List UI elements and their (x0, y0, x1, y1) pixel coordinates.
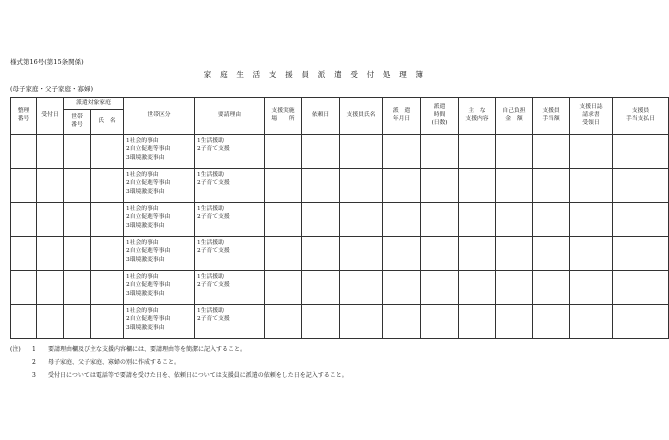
header-row-1 (11, 98, 669, 110)
header-shien-nisshi-seikyusho-juri-bi: 支援日誌 請求書 受領日 (570, 98, 613, 135)
header-haken-nengappi: 派 遣 年月日 (383, 98, 421, 135)
cell-irai-bi[interactable] (302, 203, 340, 237)
cell-shienin-shimei[interactable] (340, 305, 383, 339)
cell-shienin-shimei[interactable] (340, 203, 383, 237)
cell-yosei-riyu: 1生活援助 2子育て支援 (195, 135, 265, 169)
header-uketsuke-bi: 受付日 (37, 98, 64, 135)
cell-shien-jisshi-basho[interactable] (265, 305, 302, 339)
header-shimei: 氏 名 (91, 110, 124, 135)
cell-shienin-teate-shiharai-bi[interactable] (613, 271, 669, 305)
cell-omona-shien-naiyo[interactable] (459, 271, 496, 305)
cell-shien-nisshi-seikyusho-juri-bi[interactable] (570, 271, 613, 305)
cell-jiko-futan-kingaku[interactable] (496, 237, 533, 271)
note-text: 要請理由欄及び主な支援内容欄には、要請理由等を簡潔に記入すること。 (48, 346, 247, 353)
cell-shienin-teate-gaku[interactable] (533, 237, 570, 271)
cell-setai-bango[interactable] (64, 271, 91, 305)
header-shienin-shimei: 支援員氏名 (340, 98, 383, 135)
table-row (11, 203, 669, 237)
note-number: 1 (32, 346, 36, 353)
cell-omona-shien-naiyo[interactable] (459, 135, 496, 169)
table-row (11, 305, 669, 339)
cell-uketsuke-bi[interactable] (37, 203, 64, 237)
table-row (11, 271, 669, 305)
note-number: 2 (32, 359, 36, 366)
cell-setai-kubun: 1社会的事由 2自立促進等事由 3環境激変事由 (124, 237, 195, 271)
cell-shienin-teate-shiharai-bi[interactable] (613, 237, 669, 271)
cell-uketsuke-bi[interactable] (37, 271, 64, 305)
cell-shimei[interactable] (91, 203, 124, 237)
cell-omona-shien-naiyo[interactable] (459, 203, 496, 237)
cell-shienin-teate-gaku[interactable] (533, 135, 570, 169)
cell-omona-shien-naiyo[interactable] (459, 237, 496, 271)
cell-shien-jisshi-basho[interactable] (265, 237, 302, 271)
cell-uketsuke-bi[interactable] (37, 169, 64, 203)
cell-shienin-shimei[interactable] (340, 237, 383, 271)
cell-shienin-shimei[interactable] (340, 169, 383, 203)
cell-seiri-bango[interactable] (11, 135, 37, 169)
cell-irai-bi[interactable] (302, 305, 340, 339)
cell-shien-nisshi-seikyusho-juri-bi[interactable] (570, 305, 613, 339)
header-shienin-teate-shiharai-bi: 支援員 手当支払日 (613, 98, 669, 135)
cell-shien-nisshi-seikyusho-juri-bi[interactable] (570, 135, 613, 169)
cell-setai-kubun: 1社会的事由 2自立促進等事由 3環境激変事由 (124, 203, 195, 237)
cell-haken-nengappi[interactable] (383, 271, 421, 305)
cell-haken-nengappi[interactable] (383, 203, 421, 237)
cell-shien-jisshi-basho[interactable] (265, 271, 302, 305)
cell-shimei[interactable] (91, 169, 124, 203)
header-setai-kubun: 世帯区分 (124, 98, 195, 135)
note-number: 3 (32, 372, 36, 379)
note-text: 受付日については電話等で要請を受けた日を、依頼日については支援員に派遣の依頼をした日を記入すること。 (48, 372, 348, 379)
header-haken-taisho-katei: 派遣対象家庭 (64, 98, 124, 110)
cell-haken-jikan[interactable] (421, 237, 459, 271)
cell-irai-bi[interactable] (302, 169, 340, 203)
cell-setai-bango[interactable] (64, 305, 91, 339)
cell-uketsuke-bi[interactable] (37, 135, 64, 169)
cell-seiri-bango[interactable] (11, 169, 37, 203)
cell-haken-nengappi[interactable] (383, 237, 421, 271)
cell-jiko-futan-kingaku[interactable] (496, 135, 533, 169)
cell-shien-nisshi-seikyusho-juri-bi[interactable] (570, 203, 613, 237)
cell-jiko-futan-kingaku[interactable] (496, 169, 533, 203)
cell-shien-nisshi-seikyusho-juri-bi[interactable] (570, 237, 613, 271)
cell-shienin-teate-gaku[interactable] (533, 203, 570, 237)
cell-shimei[interactable] (91, 271, 124, 305)
cell-setai-kubun: 1社会的事由 2自立促進等事由 3環境激変事由 (124, 305, 195, 339)
cell-shienin-teate-shiharai-bi[interactable] (613, 169, 669, 203)
cell-haken-jikan[interactable] (421, 305, 459, 339)
cell-yosei-riyu: 1生活援助 2子育て支援 (195, 305, 265, 339)
cell-shimei[interactable] (91, 305, 124, 339)
cell-irai-bi[interactable] (302, 135, 340, 169)
cell-shien-jisshi-basho[interactable] (265, 203, 302, 237)
cell-yosei-riyu: 1生活援助 2子育て支援 (195, 203, 265, 237)
cell-haken-jikan[interactable] (421, 135, 459, 169)
cell-setai-kubun: 1社会的事由 2自立促進等事由 3環境激変事由 (124, 169, 195, 203)
header-setai-bango: 世帯 番号 (64, 110, 91, 135)
cell-irai-bi[interactable] (302, 237, 340, 271)
cell-setai-kubun: 1社会的事由 2自立促進等事由 3環境激変事由 (124, 271, 195, 305)
cell-setai-bango[interactable] (64, 203, 91, 237)
cell-haken-nengappi[interactable] (383, 135, 421, 169)
note-text: 母子家庭、父子家庭、寡婦の別に作成すること。 (48, 359, 181, 366)
header-irai-bi: 依頼日 (302, 98, 340, 135)
cell-haken-jikan[interactable] (421, 271, 459, 305)
cell-shienin-teate-gaku[interactable] (533, 305, 570, 339)
cell-setai-bango[interactable] (64, 135, 91, 169)
header-omona-shien-naiyo: 主 な 支援内容 (459, 98, 496, 135)
cell-shienin-teate-shiharai-bi[interactable] (613, 203, 669, 237)
cell-shienin-teate-gaku[interactable] (533, 271, 570, 305)
cell-omona-shien-naiyo[interactable] (459, 169, 496, 203)
header-haken-jikan: 派遣 時間 (日数) (421, 98, 459, 135)
cell-uketsuke-bi[interactable] (37, 237, 64, 271)
document-title: 家 庭 生 活 支 援 員 派 遣 受 付 処 理 簿 (203, 70, 427, 79)
document-subtitle: (母子家庭・父子家庭・寡婦) (10, 85, 94, 93)
cell-omona-shien-naiyo[interactable] (459, 305, 496, 339)
form-number: 様式第16号(第15条関係) (10, 58, 84, 66)
cell-shien-jisshi-basho[interactable] (265, 169, 302, 203)
header-seiri-bango: 整理 番号 (11, 98, 37, 135)
cell-yosei-riyu: 1生活援助 2子育て支援 (195, 237, 265, 271)
cell-haken-jikan[interactable] (421, 169, 459, 203)
cell-jiko-futan-kingaku[interactable] (496, 271, 533, 305)
cell-irai-bi[interactable] (302, 271, 340, 305)
cell-yosei-riyu: 1生活援助 2子育て支援 (195, 271, 265, 305)
cell-haken-nengappi[interactable] (383, 169, 421, 203)
cell-shimei[interactable] (91, 135, 124, 169)
cell-setai-bango[interactable] (64, 237, 91, 271)
cell-shienin-teate-shiharai-bi[interactable] (613, 135, 669, 169)
header-shien-jisshi-basho: 支援実施 場 所 (265, 98, 302, 135)
cell-seiri-bango[interactable] (11, 271, 37, 305)
cell-setai-kubun: 1社会的事由 2自立促進等事由 3環境激変事由 (124, 135, 195, 169)
cell-shienin-shimei[interactable] (340, 135, 383, 169)
cell-shimei[interactable] (91, 237, 124, 271)
cell-jiko-futan-kingaku[interactable] (496, 203, 533, 237)
cell-jiko-futan-kingaku[interactable] (496, 305, 533, 339)
cell-uketsuke-bi[interactable] (37, 305, 64, 339)
cell-shien-nisshi-seikyusho-juri-bi[interactable] (570, 169, 613, 203)
cell-yosei-riyu: 1生活援助 2子育て支援 (195, 169, 265, 203)
table-row (11, 169, 669, 203)
table-row (11, 237, 669, 271)
cell-shienin-shimei[interactable] (340, 271, 383, 305)
header-shienin-teate-gaku: 支援員 手当額 (533, 98, 570, 135)
notes-prefix: (注) (10, 346, 21, 353)
table-row (11, 135, 669, 169)
cell-haken-jikan[interactable] (421, 203, 459, 237)
header-jiko-futan-kingaku: 自己負担 金 額 (496, 98, 533, 135)
cell-seiri-bango[interactable] (11, 305, 37, 339)
cell-setai-bango[interactable] (64, 169, 91, 203)
cell-seiri-bango[interactable] (11, 237, 37, 271)
cell-shienin-teate-gaku[interactable] (533, 169, 570, 203)
header-yosei-riyu: 要請理由 (195, 98, 265, 135)
reception-ledger-table (10, 97, 669, 339)
cell-seiri-bango[interactable] (11, 203, 37, 237)
cell-shien-jisshi-basho[interactable] (265, 135, 302, 169)
cell-haken-nengappi[interactable] (383, 305, 421, 339)
cell-shienin-teate-shiharai-bi[interactable] (613, 305, 669, 339)
